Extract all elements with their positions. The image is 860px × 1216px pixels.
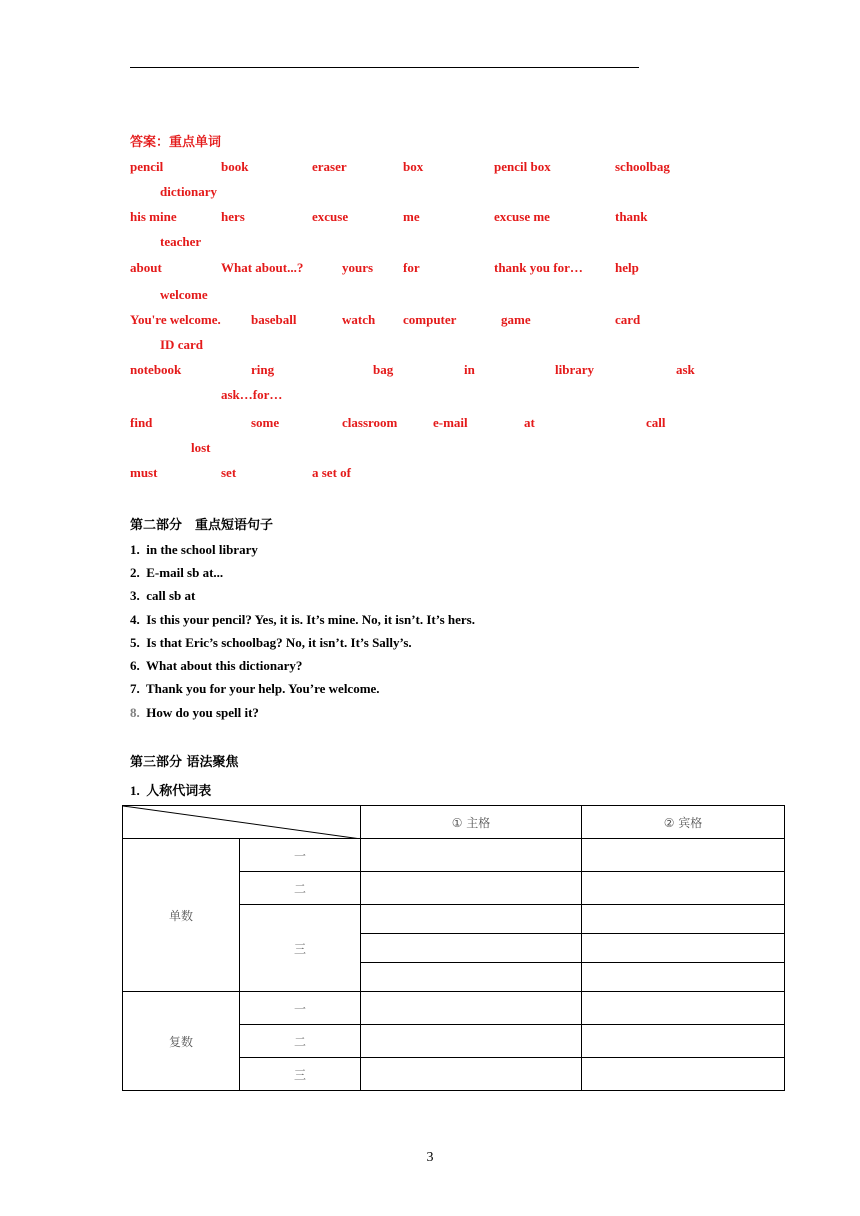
header-rule (130, 67, 639, 68)
vocab-word: help (615, 260, 639, 275)
vocab-word: find (130, 415, 153, 430)
sentence-item (130, 588, 195, 604)
sentence-text: call sb at (146, 588, 196, 603)
table-cell (582, 872, 785, 905)
sentence-number: 5. (130, 635, 140, 650)
sentence-item (130, 565, 223, 581)
table-cell (361, 1025, 582, 1058)
vocab-word: game (501, 312, 531, 327)
row-group-singular: 单数 (123, 839, 240, 992)
table-cell (361, 992, 582, 1025)
sentence-number: 3. (130, 588, 140, 603)
vocab-word: e-mail (433, 415, 468, 430)
table-cell (582, 1025, 785, 1058)
vocab-word: classroom (342, 415, 398, 430)
sentence-number: 7. (130, 681, 140, 696)
table-cell (582, 934, 785, 963)
part2-heading: 第二部分 重点短语句子 (130, 518, 274, 533)
vocab-word: hers (221, 209, 245, 224)
vocab-word: bag (373, 362, 394, 377)
vocab-word: watch (342, 312, 376, 327)
column-header-objective: ② 宾格 (582, 806, 785, 839)
vocab-word: ID card (160, 337, 203, 352)
vocab-word: must (130, 465, 158, 480)
vocab-word: his mine (130, 209, 177, 224)
person-label: 一 (240, 992, 361, 1025)
row-group-plural: 复数 (123, 992, 240, 1091)
table-cell (582, 905, 785, 934)
sentence-text: in the school library (146, 542, 258, 557)
vocab-word: thank (615, 209, 648, 224)
sentence-item (130, 635, 412, 651)
vocab-word: excuse (312, 209, 349, 224)
vocab-word: in (464, 362, 475, 377)
vocab-word: call (646, 415, 666, 430)
vocab-word: about (130, 260, 162, 275)
sentence-number: 6. (130, 658, 140, 673)
sentence-item (130, 612, 475, 628)
person-label: 三 (240, 905, 361, 992)
table-title (130, 780, 211, 799)
vocab-word: a set of (312, 465, 351, 480)
vocab-word: What about...? (221, 260, 304, 275)
vocab-word: some (251, 415, 280, 430)
sentence-number: 1. (130, 542, 140, 557)
vocab-word: lost (191, 440, 211, 455)
table-cell (582, 839, 785, 872)
table-cell (361, 872, 582, 905)
answer-heading: 答案：重点单词 (130, 135, 222, 150)
vocab-word: pencil box (494, 159, 551, 174)
part3-heading: 第三部分 语法聚焦 (130, 755, 239, 770)
person-label: 二 (240, 1025, 361, 1058)
vocab-word: thank you for… (494, 260, 583, 275)
vocab-word: eraser (312, 159, 347, 174)
vocab-word: pencil (130, 159, 164, 174)
vocab-word: ring (251, 362, 275, 377)
vocab-word: baseball (251, 312, 297, 327)
table-cell (361, 963, 582, 992)
sentence-text: What about this dictionary? (146, 658, 303, 673)
vocab-word: for (403, 260, 420, 275)
column-header-nominative: ① 主格 (361, 806, 582, 839)
table-cell (361, 1058, 582, 1091)
vocab-word: teacher (160, 234, 202, 249)
sentence-text: Is that Eric’s schoolbag? No, it isn’t. It’s Sally’s. (146, 635, 412, 650)
table-cell (361, 905, 582, 934)
diagonal-line (123, 806, 361, 839)
vocab-word: yours (342, 260, 374, 275)
person-label: 三 (240, 1058, 361, 1091)
sentence-text: E-mail sb at... (146, 565, 224, 580)
sentence-number: 2. (130, 565, 140, 580)
sentence-item (130, 658, 302, 674)
table-cell (582, 963, 785, 992)
vocab-word: ask (676, 362, 695, 377)
sentence-item (130, 542, 258, 558)
vocab-word: card (615, 312, 641, 327)
vocab-word: computer (403, 312, 457, 327)
vocab-word: schoolbag (615, 159, 670, 174)
table-corner-cell (123, 806, 361, 839)
person-label: 二 (240, 872, 361, 905)
vocab-word: book (221, 159, 249, 174)
vocab-word: at (524, 415, 535, 430)
table-title-number: 1. (130, 783, 140, 798)
table-cell (361, 839, 582, 872)
vocab-word: set (221, 465, 237, 480)
vocab-word: ask…for… (221, 387, 283, 402)
table-cell (361, 934, 582, 963)
person-label: 一 (240, 839, 361, 872)
sentence-number: 8. (130, 705, 140, 720)
sentence-item (130, 705, 259, 721)
table-cell (582, 992, 785, 1025)
vocab-word: excuse me (494, 209, 550, 224)
pronoun-table (122, 805, 785, 1091)
sentence-text: Thank you for your help. You’re welcome. (146, 681, 380, 696)
vocab-word: box (403, 159, 424, 174)
sentence-text: How do you spell it? (146, 705, 259, 720)
vocab-word: library (555, 362, 594, 377)
vocab-word: notebook (130, 362, 182, 377)
vocab-word: welcome (160, 287, 208, 302)
page-number: 3 (426, 1150, 434, 1165)
sentence-item (130, 681, 380, 697)
sentence-text: Is this your pencil? Yes, it is. It’s mine. No, it isn’t. It’s hers. (146, 612, 475, 627)
vocab-word: You're welcome. (130, 312, 221, 327)
vocab-word: me (403, 209, 420, 224)
vocab-word: dictionary (160, 184, 218, 199)
table-title-text: 人称代词表 (146, 784, 212, 799)
sentence-number: 4. (130, 612, 140, 627)
table-cell (582, 1058, 785, 1091)
